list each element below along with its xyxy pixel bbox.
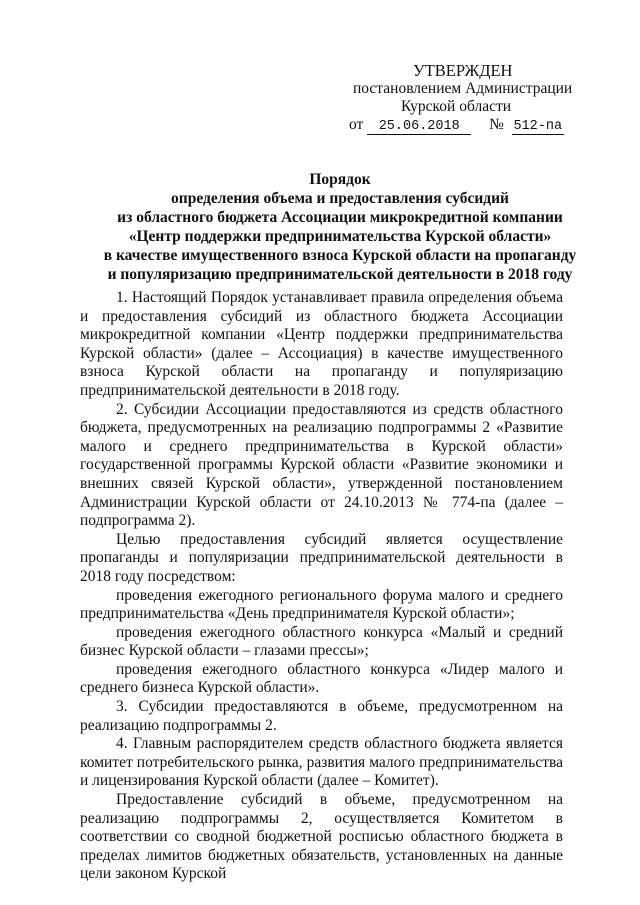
paragraph-provision: Предоставление субсидий в объеме, предусмотренном на реализацию подпрограммы 2, осуществляется Комитетом в соответствии со сводной бюджетной росписью областного бюджета в пределах лимитов бюджетных обязательств, установленных на данные цели законом Курской: [80, 791, 563, 883]
paragraph-goal: Целью предоставления субсидий является осуществление пропаганды и популяризации предпринимательской деятельности в 2018 году посредством:: [80, 530, 563, 585]
decree-number: 512-па: [513, 119, 563, 134]
paragraph-1: 1. Настоящий Порядок устанавливает правила определения объема и предоставления субсидий из областного бюджета Ассоциации микрокредитной компании «Центр поддержки предпринимательства Курской области» (далее – Ассоциация) в качестве имущественного взноса Курской области на пропаганду и популяризацию предпринимательской деятельности в 2018 году.: [80, 289, 563, 399]
decree-date: 25.06.2018: [367, 119, 471, 135]
title-line-5: в качестве имущественного взноса Курской области на пропаганду: [103, 247, 577, 264]
approval-heading: УТВЕРЖДЕН: [413, 61, 513, 80]
document-title: [80, 170, 600, 284]
list-item-leader-contest: проведения ежегодного областного конкурса «Лидер малого и среднего бизнеса Курской области».: [80, 660, 563, 697]
title-line-1: Порядок: [309, 171, 371, 188]
approval-region: Курской области: [401, 98, 512, 115]
approval-stamp: [340, 62, 580, 135]
paragraph-4: 4. Главным распорядителем средств областного бюджета является комитет потребительского рынка, развития малого предпринимательства и лицензирования Курской области (далее – Комитет).: [80, 735, 563, 790]
approval-authority: постановлением Администрации: [353, 80, 573, 97]
title-line-2: определения объема и предоставления субсидий: [171, 190, 509, 207]
number-sign: №: [489, 116, 504, 133]
title-line-3: из областного бюджета Ассоциации микрокредитной компании: [117, 209, 563, 226]
date-prefix: от: [349, 116, 364, 133]
paragraph-3: 3. Субсидии предоставляются в объеме, предусмотренном на реализацию подпрограммы 2.: [80, 698, 563, 734]
list-item-forum: проведения ежегодного регионального форума малого и среднего предпринимательства «День предпринимателя Курской области»;: [80, 586, 563, 623]
title-line-4: «Центр поддержки предпринимательства Курской области»: [128, 228, 552, 245]
paragraph-2: 2. Субсидии Ассоциации предоставляются из средств областного бюджета, предусмотренных на реализацию подпрограммы 2 «Развитие малого и среднего предпринимательства в Курской области» государственной программы Курской области «Развитие экономики и внешних связей Курской области», утвержденной постановлением Администрации Курской области от 24.10.2013 № 774-па (далее – подпрограмма 2).: [80, 400, 563, 530]
title-line-6: и популяризацию предпринимательской деятельности в 2018 году: [107, 266, 573, 283]
document-body: [80, 289, 563, 884]
approval-date-number: [340, 116, 580, 135]
list-item-press-contest: проведения ежегодного областного конкурса «Малый и средний бизнес Курской области – глазами прессы»;: [80, 623, 563, 660]
